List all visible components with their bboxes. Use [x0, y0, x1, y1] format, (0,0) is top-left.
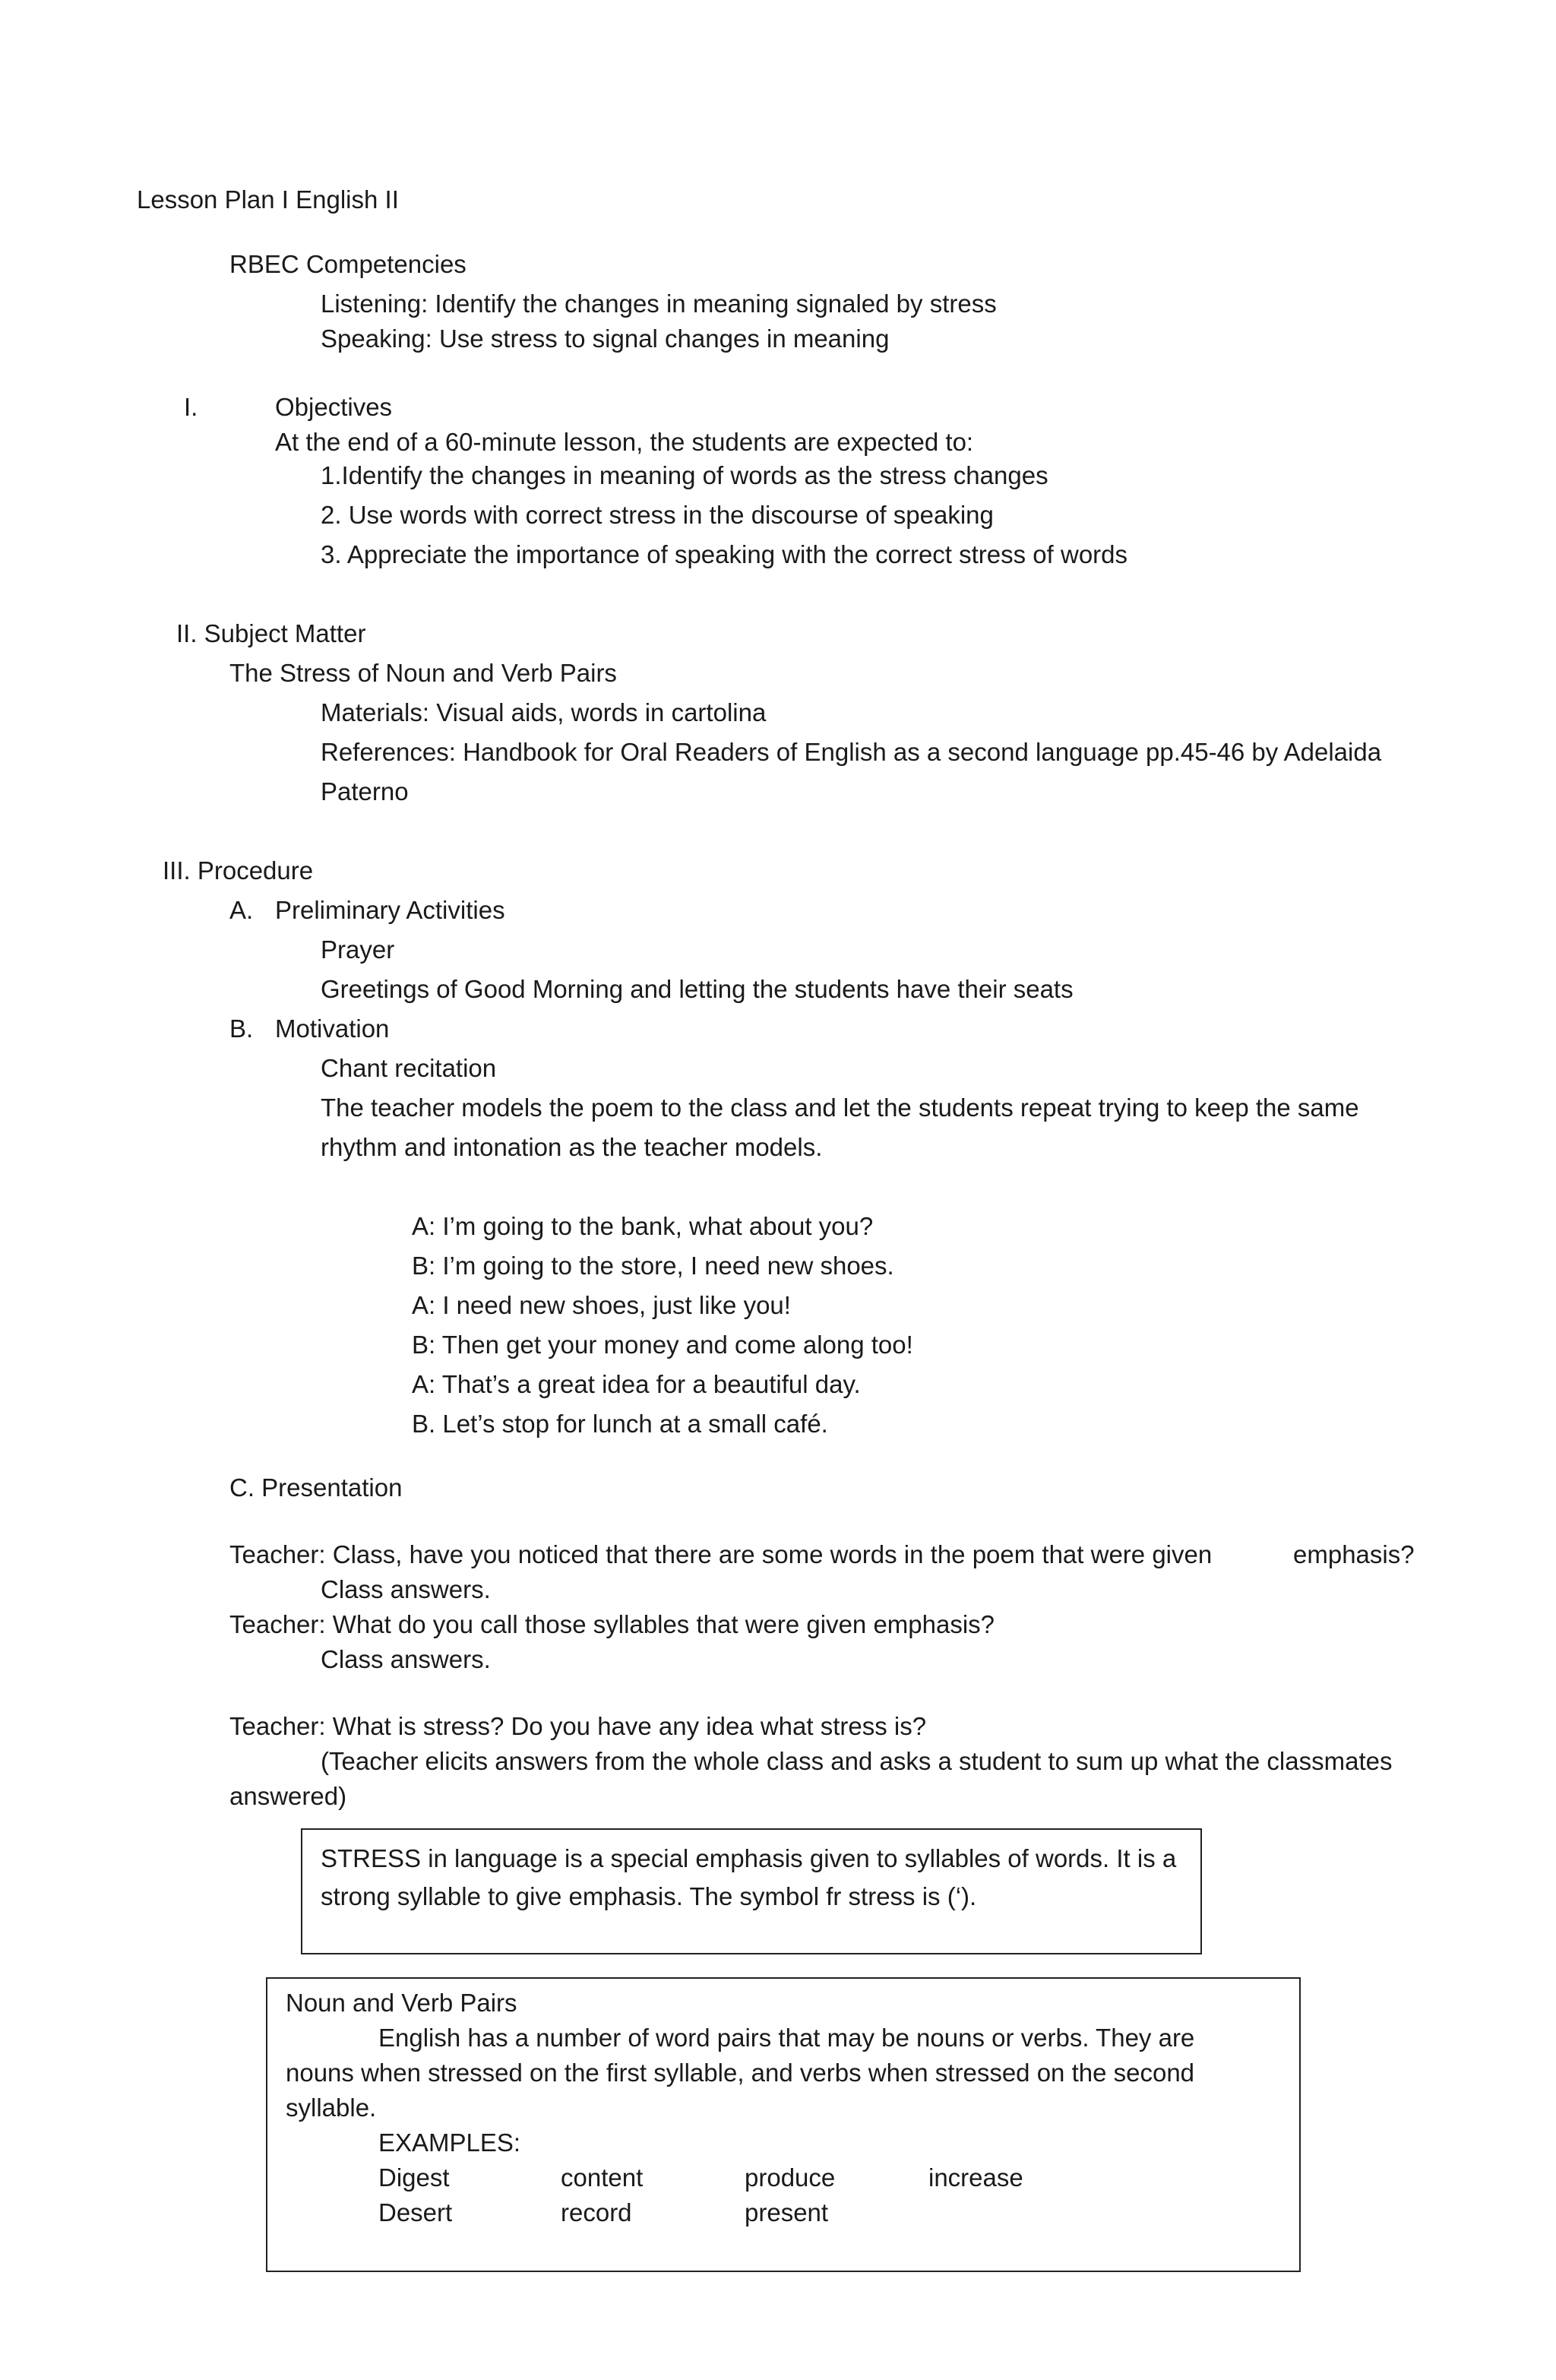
procedure-b-heading: Motivation: [275, 1014, 390, 1043]
noun-verb-title: Noun and Verb Pairs: [286, 1989, 517, 2017]
objective-item: 1.Identify the changes in meaning of words as the stress changes: [321, 461, 1048, 489]
dialogue-question-end: emphasis?: [1293, 1540, 1415, 1568]
rbec-heading: RBEC Competencies: [229, 250, 466, 278]
objectives-heading: Objectives: [275, 393, 393, 421]
objective-item: 3. Appreciate the importance of speaking with the correct stress of words: [321, 540, 1128, 568]
example-word: content: [561, 2163, 644, 2192]
example-word: Digest: [378, 2163, 450, 2192]
procedure-a-item: Prayer: [321, 935, 395, 964]
stress-definition-line: strong syllable to give emphasis. The symbol fr stress is (‘).: [321, 1882, 977, 1910]
stress-definition-line: STRESS in language is a special emphasis given to syllables of words. It is a: [321, 1844, 1177, 1872]
dialogue-question: Teacher: What is stress? Do you have any idea what stress is?: [229, 1712, 927, 1740]
subject-matter-materials: Materials: Visual aids, words in cartolina: [321, 698, 767, 726]
procedure-a-heading: Preliminary Activities: [275, 896, 505, 924]
procedure-c-heading: C. Presentation: [229, 1473, 403, 1502]
example-word: present: [745, 2198, 829, 2227]
subject-matter-references: References: Handbook for Oral Readers of English as a second language pp.45-46 by Adelaida: [321, 738, 1382, 766]
noun-verb-text: nouns when stressed on the first syllable, and verbs when stressed on the second: [286, 2059, 1195, 2087]
procedure-b-desc: The teacher models the poem to the class and let the students repeat trying to keep the same: [321, 1093, 1359, 1122]
noun-verb-text: syllable.: [286, 2094, 377, 2122]
dialogue-note: (Teacher elicits answers from the whole class and asks a student to sum up what the classmates: [321, 1747, 1393, 1775]
noun-verb-pairs-box: [266, 1977, 1301, 2272]
subject-matter-references-cont: Paterno: [321, 777, 409, 805]
dialogue-answer: Class answers.: [321, 1645, 491, 1673]
objectives-numeral: I.: [184, 393, 198, 421]
procedure-heading: III. Procedure: [163, 856, 314, 885]
examples-label: EXAMPLES:: [378, 2128, 521, 2157]
example-word: produce: [745, 2163, 836, 2192]
stress-definition-box: [301, 1828, 1202, 1954]
objectives-intro: At the end of a 60-minute lesson, the students are expected to:: [275, 428, 974, 456]
dialogue-question: Teacher: Class, have you noticed that there are some words in the poem that were given: [229, 1540, 1213, 1568]
example-word: Desert: [378, 2198, 453, 2227]
poem-line: A: That’s a great idea for a beautiful day.: [412, 1370, 861, 1398]
poem-line: B: I’m going to the store, I need new shoes.: [412, 1252, 894, 1280]
example-word: record: [561, 2198, 632, 2227]
procedure-b-letter: B.: [229, 1014, 254, 1043]
poem-line: B: Then get your money and come along too!: [412, 1331, 913, 1359]
poem-line: A: I need new shoes, just like you!: [412, 1291, 791, 1319]
subject-matter-heading: II. Subject Matter: [176, 619, 366, 647]
poem-line: A: I’m going to the bank, what about you?: [412, 1212, 874, 1240]
dialogue-answer: Class answers.: [321, 1575, 491, 1603]
rbec-speaking: Speaking: Use stress to signal changes in meaning: [321, 324, 890, 353]
procedure-a-letter: A.: [229, 896, 254, 924]
document-title: Lesson Plan I English II: [137, 185, 399, 214]
objective-item: 2. Use words with correct stress in the discourse of speaking: [321, 501, 994, 529]
poem-line: B. Let’s stop for lunch at a small café.: [412, 1410, 828, 1438]
dialogue-note-cont: answered): [229, 1782, 347, 1810]
procedure-a-item: Greetings of Good Morning and letting the students have their seats: [321, 975, 1074, 1003]
noun-verb-text: English has a number of word pairs that may be nouns or verbs. They are: [378, 2024, 1195, 2052]
example-word: increase: [928, 2163, 1023, 2192]
subject-matter-topic: The Stress of Noun and Verb Pairs: [229, 659, 617, 687]
procedure-b-chant: Chant recitation: [321, 1054, 497, 1082]
dialogue-question: Teacher: What do you call those syllables that were given emphasis?: [229, 1610, 995, 1638]
rbec-listening: Listening: Identify the changes in meaning signaled by stress: [321, 290, 997, 318]
procedure-b-desc-cont: rhythm and intonation as the teacher models.: [321, 1133, 823, 1161]
